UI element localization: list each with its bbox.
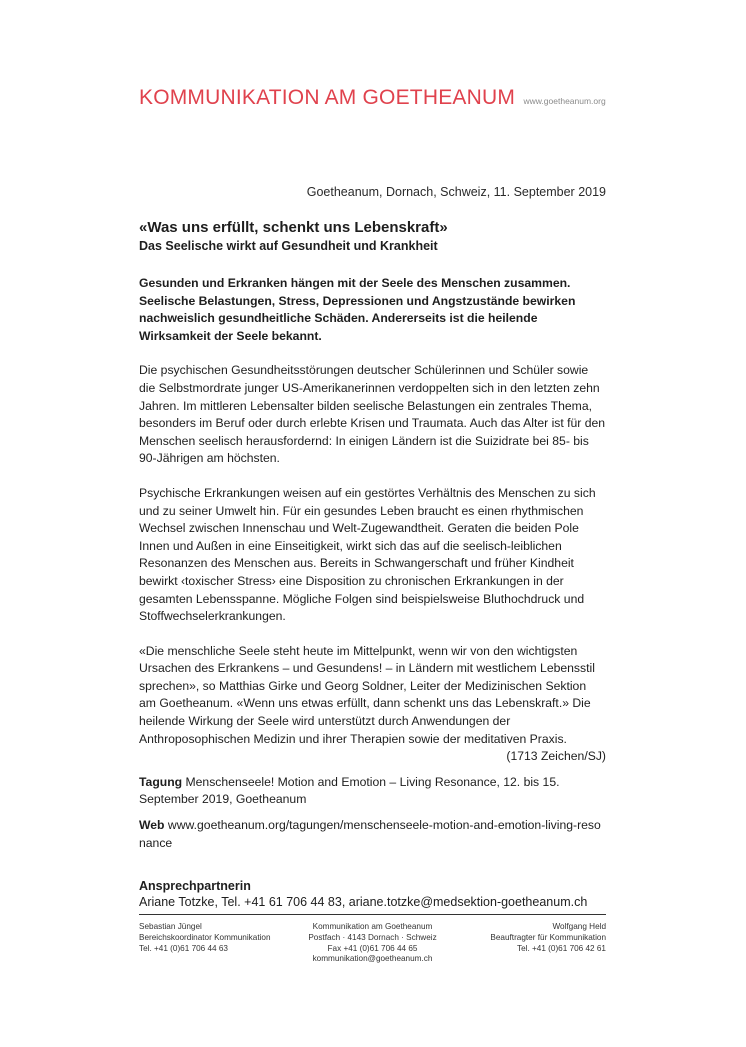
footer-divider (139, 914, 606, 915)
web-label: Web (139, 818, 165, 833)
footer-center-line: Fax +41 (0)61 706 44 65 (327, 943, 418, 953)
paragraph-2: Psychische Erkrankungen weisen auf ein gestörtes Verhältnis des Menschen zu sich und zu seiner Umwelt hin. Für ein gesundes Leben braucht es einen rhythmischen Wechsel zwischen Innenschau und Welt-Zugewandtheit. Geraten die beiden Pole Innen und Außen in eine Einseitigkeit, wirkt sich das auf die seelisch-leiblichen Resonanzen des Menschen aus. Bereits in Schwangerschaft und früher Kindheit bewirkt ‹toxischer Stress› eine Disposition zu chronischen Erkrankungen in der gesamten Lebensspanne. Mögliche Folgen sind beispielsweise Bluthochdruck und Stoffwechselerkrankungen. (139, 485, 596, 624)
web-info (139, 817, 606, 852)
web-link[interactable]: www.goetheanum.org/tagungen/menschenseele-motion-and-emotion-living-resonance (139, 818, 601, 850)
headline: «Was uns erfüllt, schenkt uns Lebenskraft» (139, 219, 448, 236)
organization-title: KOMMUNIKATION AM GOETHEANUM (139, 86, 516, 109)
footer-right (490, 922, 606, 954)
paragraph-1: Die psychischen Gesundheitsstörungen deutscher Schülerinnen und Schüler sowie die Selbstmordrate junger US-Amerikanerinnen verdoppelten sich in den letzten zehn Jahren. Im mittleren Lebensalter bilden seelische Belastungen ein zentrales Thema, besonders im Beruf oder durch erlebte Krisen und Traumata. Auch das Alter ist für den Menschen seelisch herausfordernd: In einigen Ländern ist die Suizidrate bei 85- bis 90-Jährigen am höchsten. (139, 363, 606, 466)
subheadline: Das Seelische wirkt auf Gesundheit und Krankheit (139, 239, 438, 253)
event-text: Menschenseele! Motion and Emotion – Living Resonance, 12. bis 15. September 2019, Goetheanum (139, 774, 560, 807)
footer-left-line: Tel. +41 (0)61 706 44 63 (139, 943, 228, 953)
footer-left-line: Sebastian Jüngel (139, 922, 202, 931)
footer-center-email[interactable]: kommunikation@goetheanum.ch (312, 954, 433, 964)
footer-right-line: Wolfgang Held (552, 922, 606, 931)
event-info (139, 774, 606, 809)
paragraph-3: «Die menschliche Seele steht heute im Mittelpunkt, wenn wir von den wichtigsten Ursachen des Erkrankens – und Gesundens! – in Ländern mit westlichem Lebensstil sprechen», so Matthias Girke und Georg Soldner, Leiter der Medizinischen Sektion am Goetheanum. «Wenn uns etwas erfüllt, dann schenkt uns das Lebenskraft.» Die heilende Wirkung der Seele wird unterstützt durch Anwendungen der Anthroposophischen Medizin und ihrer Therapien sowie der meditativen Praxis. (139, 643, 595, 746)
article-body (139, 218, 606, 852)
footer-right-line: Beauftragter für Kommunikation (490, 932, 606, 942)
dateline: Goetheanum, Dornach, Schweiz, 11. September 2019 (306, 185, 606, 199)
event-label: Tagung (139, 774, 183, 789)
contact-details: Ariane Totzke, Tel. +41 61 706 44 83, ariane.totzke@medsektion-goetheanum.ch (139, 895, 588, 909)
footer-center-line: Kommunikation am Goetheanum (312, 922, 433, 931)
contact-label: Ansprechpartnerin (139, 879, 251, 893)
character-count: (1713 Zeichen/SJ) (506, 749, 606, 764)
contact-block (139, 878, 606, 910)
footer-left-line: Bereichskoordinator Kommunikation (139, 932, 271, 942)
lead-paragraph: Gesunden und Erkranken hängen mit der Seele des Menschen zusammen. Seelische Belastungen, Stress, Depressionen und Angstzustände bewirken nachweislich gesundheitliche Schäden. Andererseits ist die heilende Wirksamkeit der Seele bekannt. (139, 276, 576, 343)
letterhead (139, 86, 606, 110)
footer-center-line: Postfach · 4143 Dornach · Schweiz (308, 932, 437, 942)
organization-url[interactable]: www.goetheanum.org (523, 96, 606, 106)
footer-right-line: Tel. +41 (0)61 706 42 61 (517, 943, 606, 953)
